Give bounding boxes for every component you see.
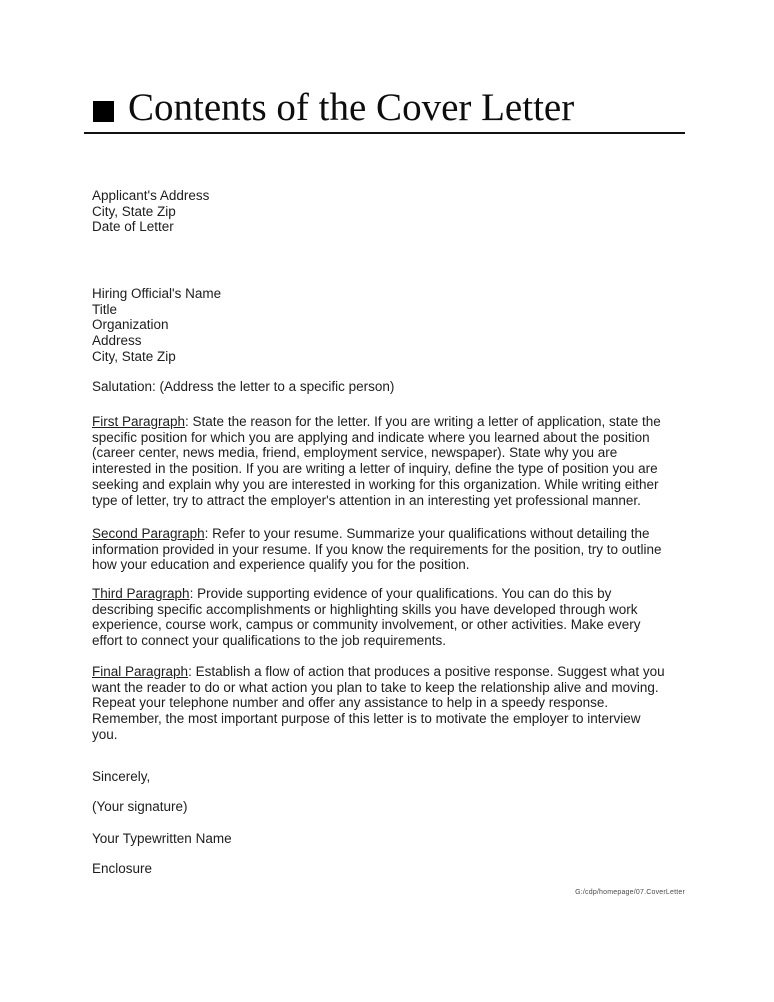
title-underline-rule: [84, 132, 685, 134]
recipient-address-block: [92, 286, 221, 365]
third-paragraph: [92, 586, 667, 649]
sincerely-line: Sincerely,: [92, 769, 151, 784]
second-paragraph-text: : Refer to your resume. Summarize your qualifications without detailing the information provided in your resume. If you know the requirements for the position, try to outline how your education and experience qualify you for the position.: [92, 526, 662, 573]
third-paragraph-label: Third Paragraph: [92, 586, 190, 601]
applicant-address-line: Applicant's Address: [92, 188, 210, 203]
square-bullet-icon: [93, 101, 114, 122]
final-paragraph-text: : Establish a flow of action that produces a positive response. Suggest what you want the reader to do or what action you plan to take to keep the relationship alive and moving. Repeat your telephone number and offer any assistance to help in a speedy response. Remember, the most important purpose of this letter is to motivate the employer to interview you.: [92, 664, 665, 742]
signature-placeholder-line: (Your signature): [92, 799, 188, 814]
hiring-official-name-line: Hiring Official's Name: [92, 286, 222, 301]
third-paragraph-text: : Provide supporting evidence of your qualifications. You can do this by describing specific accomplishments or highlighting skills you have developed through work experience, course work, campus or community involvement, or other activities. Make every effort to connect your qualifications to the job requirements.: [92, 586, 641, 649]
second-paragraph-label: Second Paragraph: [92, 526, 205, 541]
typewritten-name-line: Your Typewritten Name: [92, 831, 232, 846]
applicant-city-state-zip-line: City, State Zip: [92, 203, 176, 219]
date-of-letter-line: Date of Letter: [92, 219, 174, 235]
first-paragraph: [92, 414, 667, 508]
final-paragraph-label: Final Paragraph: [92, 664, 189, 679]
salutation-line: Salutation: (Address the letter to a specific person): [92, 379, 395, 394]
second-paragraph: [92, 526, 667, 573]
footer-file-path: G:/cdp/homepage/07.CoverLetter: [575, 889, 685, 896]
enclosure-line: Enclosure: [92, 861, 153, 876]
first-paragraph-label: First Paragraph: [92, 414, 186, 429]
applicant-address-block: [92, 188, 209, 235]
page-title: Contents of the Cover Letter: [128, 86, 575, 129]
recipient-city-state-zip-line: City, State Zip: [92, 348, 176, 364]
hiring-official-title-line: Title: [92, 301, 118, 317]
final-paragraph: [92, 664, 667, 743]
organization-line: Organization: [92, 317, 169, 333]
recipient-address-line: Address: [92, 333, 142, 349]
first-paragraph-text: : State the reason for the letter. If you are writing a letter of application, state the specific position for which you are applying and indicate where you learned about the position (career center, news media, friend, employment service, newspaper). State why you are interested in the position. If you are writing a letter of inquiry, define the type of position you are seeking and explain why you are interested in working for this organization. While writing either type of letter, try to attract the employer's attention in an interesting yet professional manner.: [92, 414, 661, 508]
